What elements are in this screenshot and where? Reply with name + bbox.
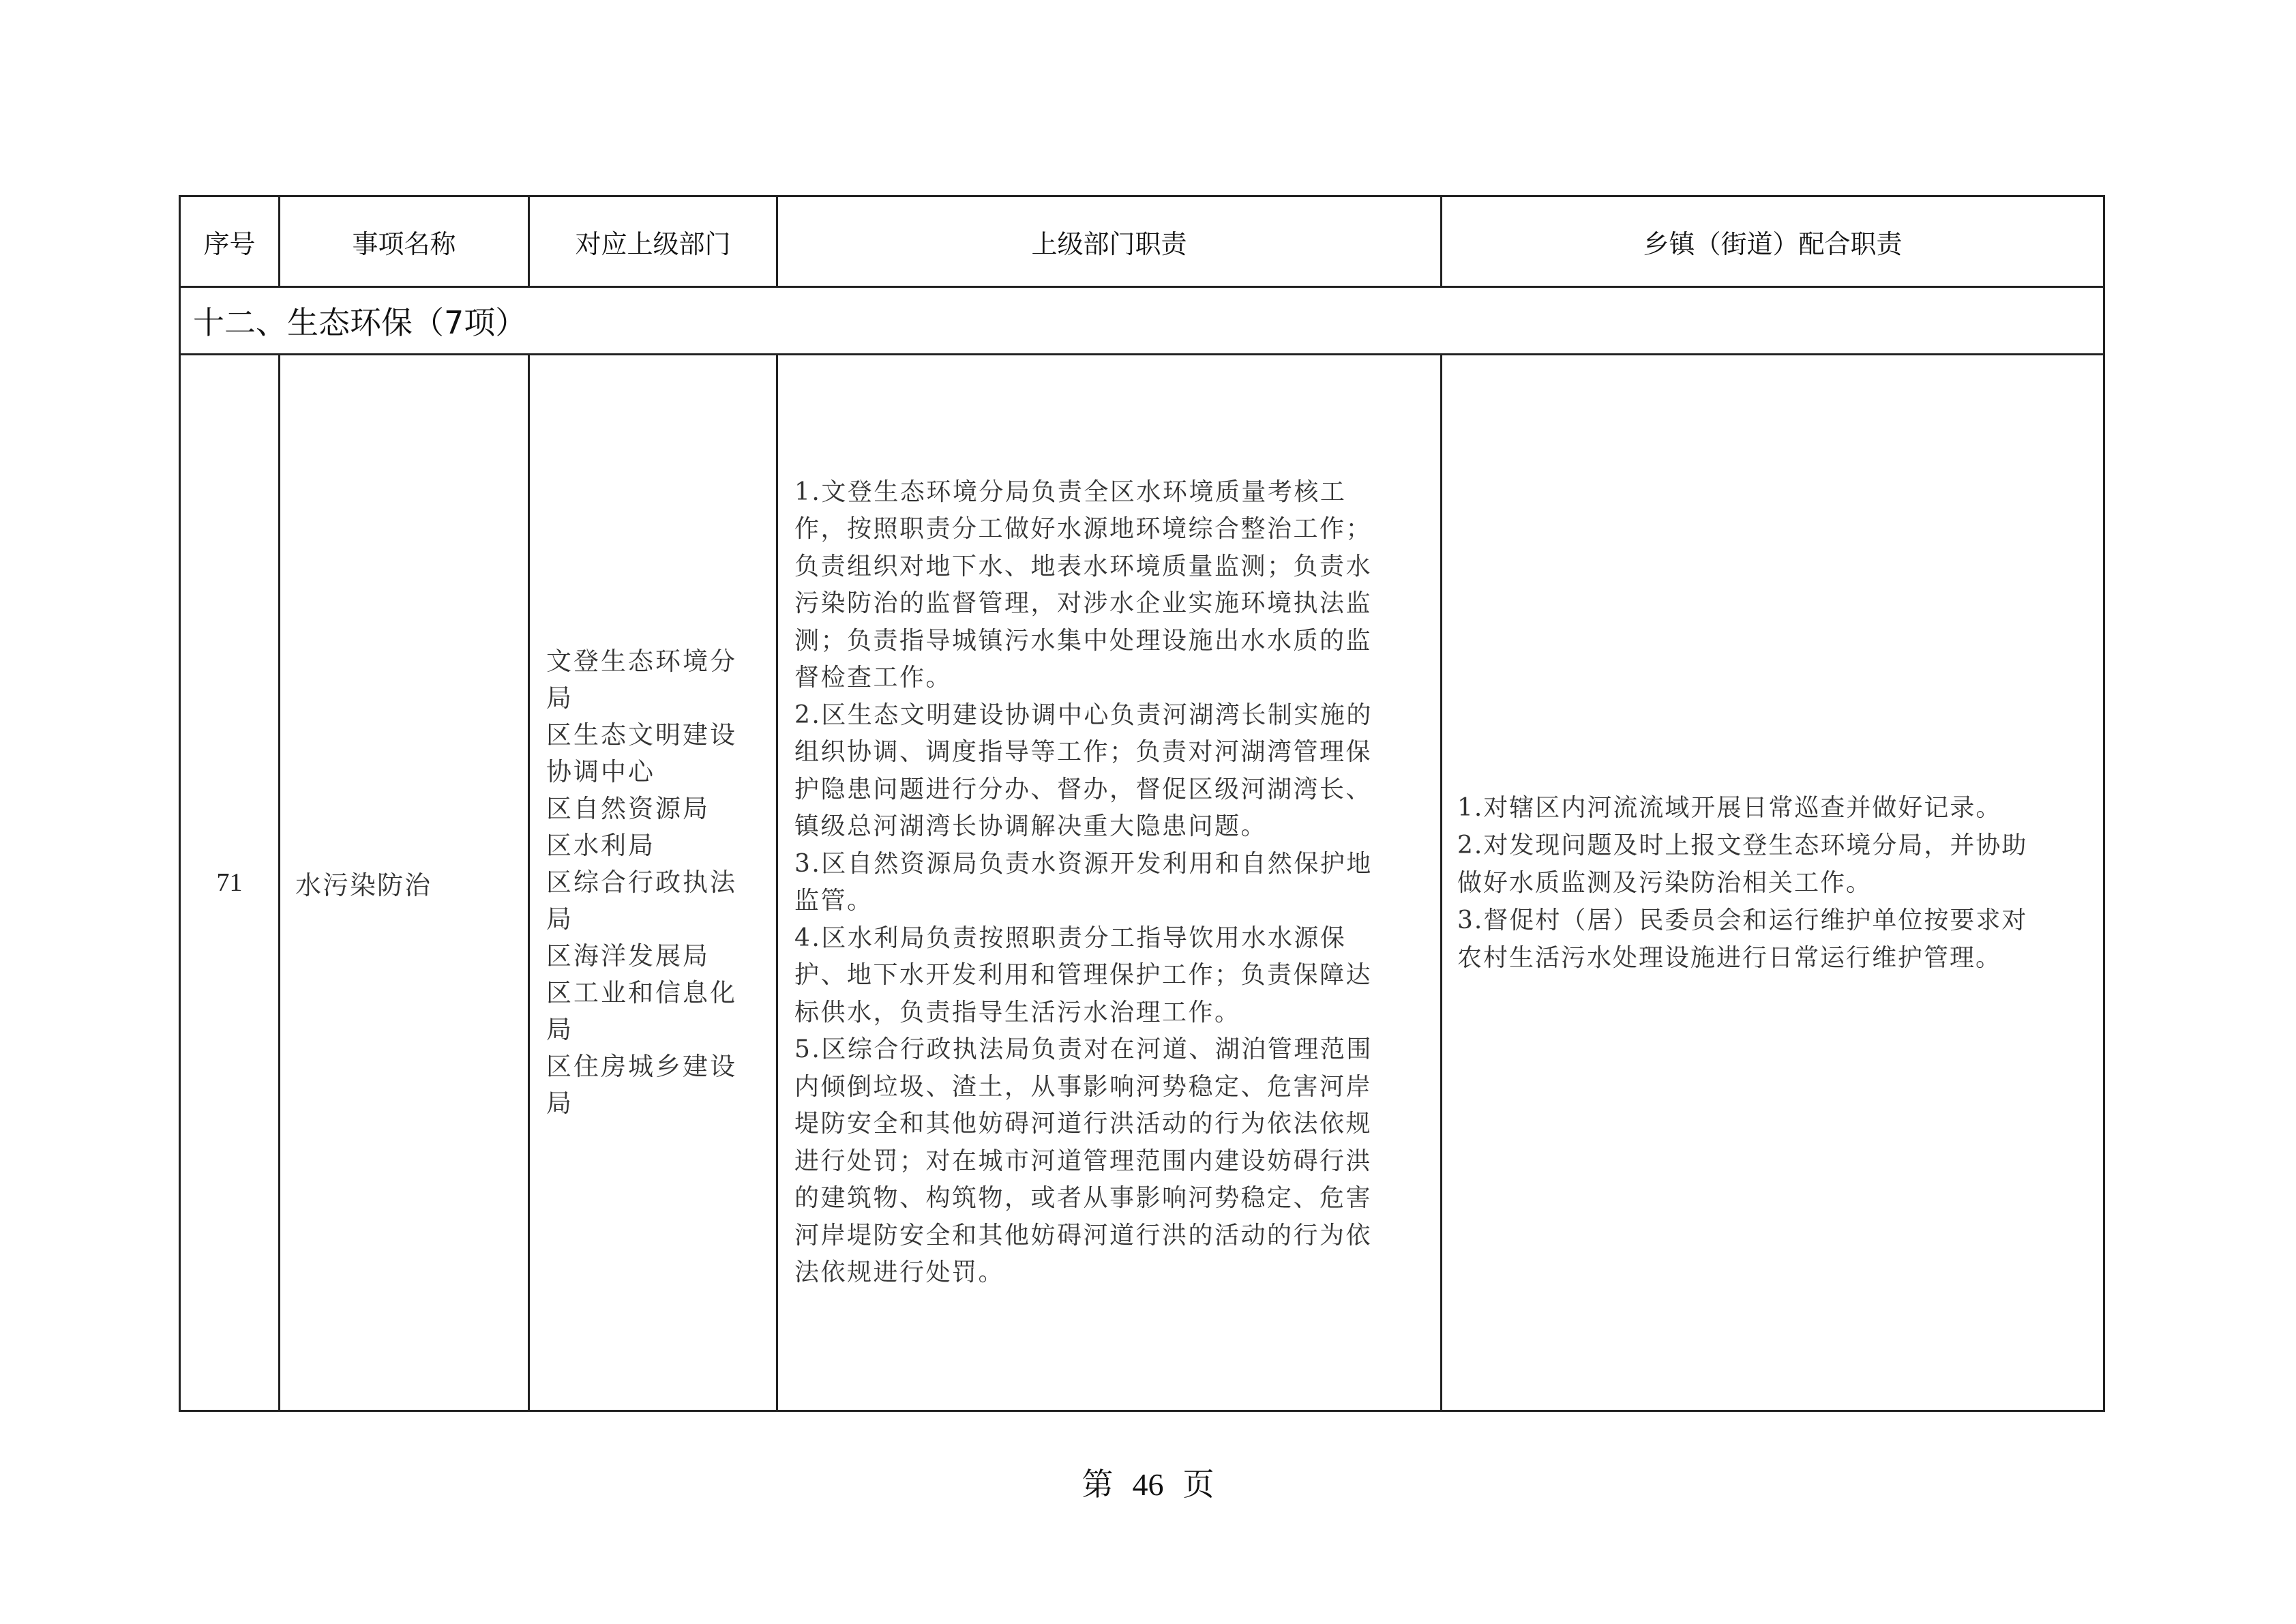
header-town-duty: 乡镇（街道）配合职责 [1442,196,2104,287]
duty-line: 1.文登生态环境分局负责全区水环境质量考核工 [794,477,1347,506]
header-department-duty: 上级部门职责 [777,196,1442,287]
section-row [180,287,2104,355]
department-line: 局 [546,683,573,713]
duty-line: 法依规进行处罚。 [794,1258,1005,1286]
coop-line: 3.督促村（居）民委员会和运行维护单位按要求对 [1457,906,2028,934]
row-town-duty [1442,355,2104,1411]
footer-suffix: 页 [1182,1467,1214,1502]
department-line: 区住房城乡建设 [546,1052,737,1081]
duty-line: 2.区生态文明建设协调中心负责河湖湾长制实施的 [794,700,1373,729]
department-line: 区生态文明建设 [546,720,737,750]
duty-line: 护隐患问题进行分办、督办，督促区级河湖湾长、 [794,775,1373,803]
duty-line: 标供水，负责指导生活污水治理工作。 [794,998,1241,1027]
row-item-name: 水污染防治 [280,355,529,1411]
department-line: 局 [546,1089,573,1118]
duty-line: 内倾倒垃圾、渣土，从事影响河势稳定、危害河岸 [794,1072,1373,1101]
duty-line: 负责组织对地下水、地表水环境质量监测；负责水 [794,552,1373,580]
department-line: 文登生态环境分 [546,647,737,676]
header-department: 对应上级部门 [529,196,777,287]
duty-line: 督检查工作。 [794,664,953,692]
row-departments [529,355,777,1411]
duty-line: 5.区综合行政执法局负责对在河道、湖泊管理范围 [794,1035,1373,1063]
department-line: 区海洋发展局 [546,941,710,971]
page-number: 46 [1132,1467,1164,1502]
department-line: 区自然资源局 [546,794,710,823]
duty-line: 镇级总河湖湾长协调解决重大隐患问题。 [794,812,1268,840]
coop-line: 做好水质监测及污染防治相关工作。 [1457,868,1873,897]
duty-line: 监管。 [794,887,874,915]
header-item-name: 事项名称 [280,196,529,287]
duty-line: 4.区水利局负责按照职责分工指导饮用水水源保 [794,924,1347,952]
coop-line: 1.对辖区内河流流域开展日常巡查并做好记录。 [1457,793,2002,822]
duty-line: 的建筑物、构筑物，或者从事影响河势稳定、危害 [794,1184,1373,1212]
duty-line: 作，按照职责分工做好水源地环境综合整治工作； [794,515,1373,543]
coop-line: 2.对发现问题及时上报文登生态环境分局，并协助 [1457,831,2028,859]
duty-line: 污染防治的监督管理，对涉水企业实施环境执法监 [794,589,1373,617]
section-title: 十二、生态环保（7项） [180,287,2104,355]
page-footer [0,1460,2296,1505]
header-no: 序号 [180,196,280,287]
duty-line: 河岸堤防安全和其他妨碍河道行洪的活动的行为依 [794,1221,1373,1250]
department-line: 区工业和信息化 [546,978,737,1007]
header-row [180,196,2104,287]
row-number: 71 [180,355,280,1411]
coop-line: 农村生活污水处理设施进行日常运行维护管理。 [1457,943,2002,972]
duty-line: 测；负责指导城镇污水集中处理设施出水水质的监 [794,626,1373,655]
duty-line: 组织协调、调度指导等工作；负责对河湖湾管理保 [794,738,1373,766]
duty-line: 进行处罚；对在城市河道管理范围内建设妨碍行洪 [794,1147,1373,1175]
department-line: 局 [546,1015,573,1044]
row-department-duty [777,355,1442,1411]
duty-line: 3.区自然资源局负责水资源开发利用和自然保护地 [794,849,1373,878]
duty-line: 护、地下水开发利用和管理保护工作；负责保障达 [794,961,1373,989]
footer-prefix: 第 [1082,1467,1114,1502]
department-line: 局 [546,904,573,934]
department-line: 协调中心 [546,757,655,786]
department-line: 区综合行政执法 [546,868,737,897]
responsibility-table [179,195,2105,1412]
department-line: 区水利局 [546,831,655,860]
table-row [180,355,2104,1411]
duty-line: 堤防安全和其他妨碍河道行洪活动的行为依法依规 [794,1110,1373,1138]
